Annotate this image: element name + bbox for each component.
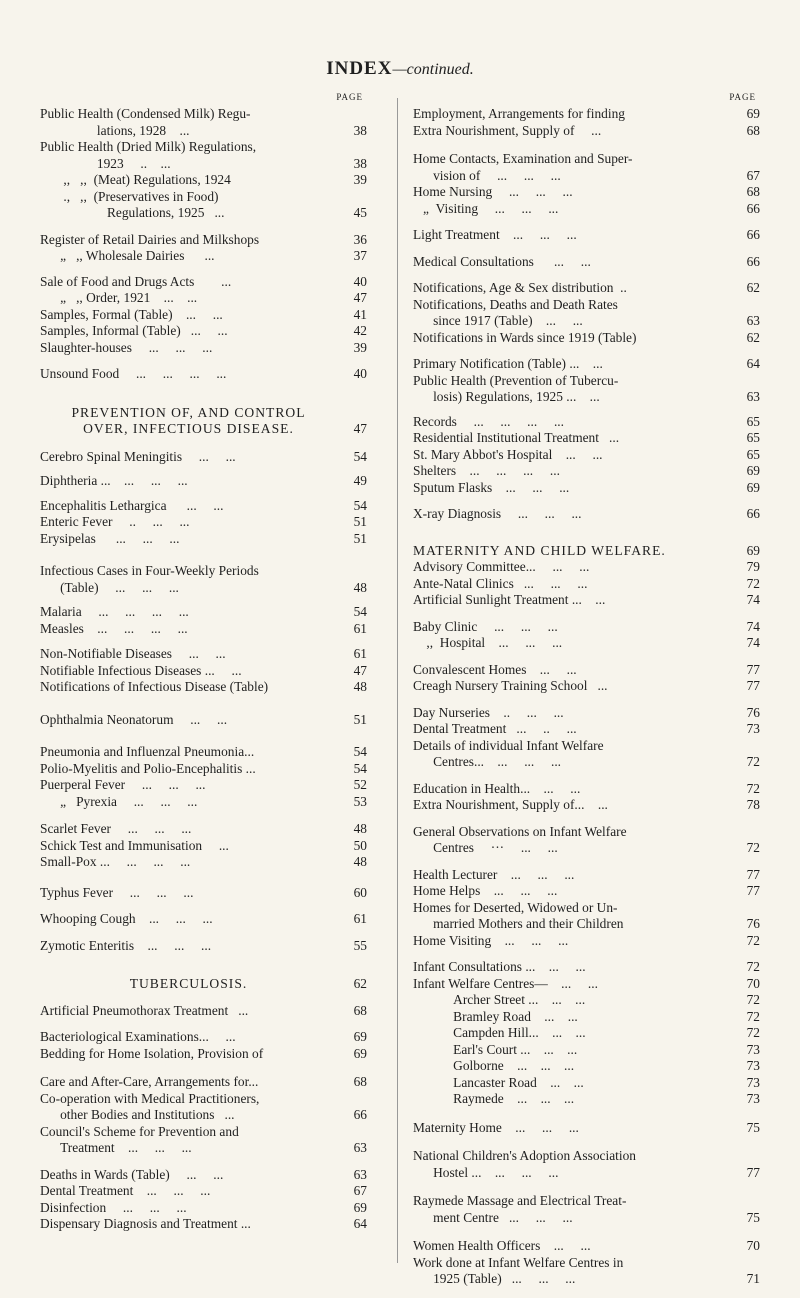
entry-text: „ Pyrexia ... ... ... (40, 793, 198, 809)
index-entry (40, 1074, 375, 1091)
entry-text: Cerebro Spinal Meningitis ... ... (40, 448, 236, 464)
index-entry (40, 761, 375, 778)
index-entry (40, 1003, 375, 1020)
page-number: 68 (353, 1002, 367, 1018)
index-entry (40, 563, 375, 596)
page-number: 77 (746, 678, 760, 693)
left-column (40, 92, 375, 1233)
index-entry (413, 373, 768, 406)
page-number: 40 (353, 366, 367, 381)
index-entry (413, 933, 768, 950)
entry-text: ,, Hospital ... ... ... (413, 635, 563, 650)
page-number: 63 (746, 389, 760, 404)
page-number: 77 (746, 1164, 760, 1180)
entry-text: Homes for Deserted, Widowed or Un- married Mothers and their Children (413, 899, 624, 931)
page-number: 73 (746, 1091, 760, 1106)
entry-text: Dispensary Diagnosis and Treatment ... (40, 1216, 251, 1231)
index-entry (413, 463, 768, 480)
page-number: 64 (746, 356, 760, 371)
entry-text: Council's Scheme for Prevention and Treatment ... ... ... (40, 1123, 239, 1155)
page-number: 72 (746, 959, 760, 974)
entry-text: Care and After-Care, Arrangements for... (40, 1074, 259, 1089)
index-entry (413, 447, 768, 464)
entry-text: Employment, Arrangements for finding (413, 106, 625, 121)
page-number: 48 (353, 579, 367, 595)
index-entry (40, 340, 375, 357)
column-divider (397, 98, 398, 1263)
index-entry (413, 619, 768, 636)
index-entry (413, 738, 768, 771)
page-number: 65 (746, 413, 760, 429)
page-number: 74 (746, 618, 760, 634)
entry-text: Enteric Fever .. ... ... (40, 514, 190, 529)
page-number: 63 (746, 313, 760, 328)
index-entry (413, 559, 768, 576)
page-number: 76 (746, 916, 760, 931)
index-entry (40, 744, 375, 761)
entry-text: Encephalitis Lethargica ... ... (40, 497, 224, 513)
page-number: 62 (353, 976, 367, 991)
page-number: 70 (746, 1238, 760, 1253)
entry-text: Samples, Informal (Table) ... ... (40, 323, 228, 338)
entry-text: Artificial Pneumothorax Treatment ... (40, 1002, 249, 1018)
entry-text: „ ,, Order, 1921 ... ... (40, 290, 198, 305)
entry-text: Education in Health... ... ... (413, 780, 581, 796)
index-entry (40, 449, 375, 466)
page-number: 73 (746, 721, 760, 736)
page-number: 67 (746, 167, 760, 183)
page-number: 69 (353, 1199, 367, 1215)
entry-text: Samples, Formal (Table) ... ... (40, 306, 223, 322)
entry-text: Measles ... ... ... ... (40, 620, 188, 636)
index-entry (40, 838, 375, 855)
page-number: 72 (746, 754, 760, 769)
page-number: 67 (353, 1183, 367, 1198)
page-number: 45 (353, 205, 367, 220)
page-number: 51 (353, 711, 367, 727)
page-number: 61 (353, 646, 367, 661)
page-number: 66 (353, 1107, 367, 1122)
entry-text: Raymede ... ... ... (413, 1091, 575, 1106)
page-number: 62 (746, 329, 760, 345)
entry-text: Advisory Committee... ... ... (413, 559, 590, 574)
page-number: 61 (353, 620, 367, 636)
index-entry (413, 201, 768, 218)
entry-text: Malaria ... ... ... ... (40, 604, 189, 619)
right-column (413, 92, 768, 1288)
entry-text: Public Health (Prevention of Tubercu- losis) Regulations, 1925 ... ... (413, 372, 619, 404)
entry-text: Artificial Sunlight Treatment ... ... (413, 592, 606, 607)
index-entry (40, 531, 375, 548)
index-entry (413, 480, 768, 497)
page-number: 39 (353, 172, 367, 187)
page-number: 48 (353, 679, 367, 694)
index-entry (413, 900, 768, 933)
page-number: 77 (746, 866, 760, 882)
entry-text: Raymede Massage and Electrical Treat- ment Centre ... ... ... (413, 1193, 627, 1225)
index-entry (40, 1200, 375, 1217)
index-entry (40, 473, 375, 490)
index-entry (413, 824, 768, 857)
entry-text: Women Health Officers ... ... (413, 1238, 591, 1253)
page-number: 70 (746, 975, 760, 991)
index-entry (40, 1216, 375, 1233)
entry-text: Whooping Cough ... ... ... (40, 911, 213, 926)
index-entry (40, 323, 375, 340)
entry-text: Bedding for Home Isolation, Provision of (40, 1045, 264, 1061)
index-entry (40, 514, 375, 531)
entry-text: Notifications, Deaths and Death Rates since 1917 (Table) ... ... (413, 296, 618, 328)
index-entry (413, 123, 768, 140)
entry-text: Work done at Infant Welfare Centres in 1925 (Table) ... ... ... (413, 1254, 624, 1286)
page-number: 54 (353, 744, 367, 759)
index-entry (413, 506, 768, 523)
entry-text: Maternity Home ... ... ... (413, 1119, 579, 1135)
index-entry (413, 662, 768, 679)
page-number: 54 (353, 604, 367, 619)
entry-text: Extra Nourishment, Supply of... ... (413, 797, 608, 812)
page-number: 60 (353, 884, 367, 900)
page-number: 75 (746, 1209, 760, 1225)
entry-text: St. Mary Abbot's Hospital ... ... (413, 446, 603, 462)
index-entry (40, 498, 375, 515)
index-entry (413, 635, 768, 652)
entry-text: Ante-Natal Clinics ... ... ... (413, 575, 588, 591)
index-entry (413, 959, 768, 976)
entry-text: Convalescent Homes ... ... (413, 661, 577, 677)
page-number: 72 (746, 992, 760, 1007)
entry-text: Details of individual Infant Welfare Centres... ... ... ... (413, 737, 604, 769)
entry-text: ,, ,, (Meat) Regulations, 1924 (40, 172, 231, 187)
page-number: 68 (746, 184, 760, 199)
page-number: 69 (353, 1029, 367, 1044)
page-number: 50 (353, 837, 367, 853)
index-entry (413, 1148, 768, 1181)
entry-text: Light Treatment ... ... ... (413, 227, 577, 242)
index-entry (40, 777, 375, 794)
index-entry (413, 721, 768, 738)
page-number: 55 (353, 937, 367, 953)
page-number: 72 (746, 1025, 760, 1040)
entry-text: Residential Institutional Treatment ... (413, 430, 620, 445)
index-entry (413, 1075, 768, 1092)
entry-text: Slaughter-houses ... ... ... (40, 339, 213, 355)
entry-text: Notifications in Wards since 1919 (Table) (413, 329, 637, 345)
entry-text: Public Health (Dried Milk) Regulations, 1923 .. ... (40, 139, 257, 171)
entry-text: Ophthalmia Neonatorum ... ... (40, 711, 228, 727)
index-entry (40, 854, 375, 871)
entry-text: Lancaster Road ... ... (413, 1074, 584, 1090)
entry-text: Records ... ... ... ... (413, 413, 565, 429)
page-number: 75 (746, 1119, 760, 1135)
entry-text: Polio-Myelitis and Polio-Encephalitis ... (40, 760, 256, 776)
entry-text: TUBERCULOSIS. (129, 976, 248, 991)
page-number: 51 (353, 514, 367, 529)
entry-text: Infectious Cases in Four-Weekly Periods (Table) ... ... ... (40, 563, 259, 595)
index-entry (413, 414, 768, 431)
entry-text: Notifications, Age & Sex distribution .. (413, 280, 627, 295)
page-number: 78 (746, 797, 760, 812)
page-number: 65 (746, 430, 760, 445)
index-entry (413, 280, 768, 297)
page-number: 47 (353, 662, 367, 678)
title-suffix: —continued. (392, 61, 474, 78)
index-entry (40, 938, 375, 955)
index-entry (40, 1124, 375, 1157)
index-entry (40, 885, 375, 902)
index-entry (413, 330, 768, 347)
index-entry (40, 821, 375, 838)
entry-text: Notifications of Infectious Disease (Table) (40, 679, 269, 694)
page-number: 69 (746, 106, 760, 121)
page-number: 54 (353, 760, 367, 776)
index-entry (40, 248, 375, 265)
entry-text: Sputum Flasks ... ... ... (413, 479, 570, 495)
page-number: 74 (746, 635, 760, 650)
index-entry (413, 151, 768, 184)
index-entry (413, 1042, 768, 1059)
page-number: 47 (353, 421, 367, 436)
entry-text: Earl's Court ... ... ... (413, 1041, 578, 1057)
index-entry (413, 1255, 768, 1288)
page-number: 69 (353, 1045, 367, 1061)
right-entry-list (413, 106, 768, 1288)
page-number: 79 (746, 559, 760, 574)
entry-text: Co-operation with Medical Practitioners, other Bodies and Institutions ... (40, 1090, 260, 1122)
page-number: 73 (746, 1074, 760, 1090)
page-number: 72 (746, 780, 760, 796)
entry-text: Notifiable Infectious Diseases ... ... (40, 662, 242, 678)
index-entry (40, 106, 375, 139)
index-entry (413, 254, 768, 271)
entry-text: Day Nurseries .. ... ... (413, 704, 564, 720)
index-entry (413, 592, 768, 609)
page-number: 72 (746, 932, 760, 948)
entry-text: Unsound Food ... ... ... ... (40, 366, 227, 381)
page-number: 51 (353, 530, 367, 546)
page-number: 39 (353, 339, 367, 355)
index-entry (40, 621, 375, 638)
index-entry (40, 1183, 375, 1200)
index-entry (413, 678, 768, 695)
page-number: 52 (353, 777, 367, 792)
page-number: 48 (353, 821, 367, 836)
entry-text: Infant Welfare Centres— ... ... (413, 975, 598, 991)
index-entry (40, 232, 375, 249)
page-number: 68 (353, 1074, 367, 1089)
index-entry (413, 883, 768, 900)
index-entry (40, 139, 375, 172)
page-number: 71 (746, 1271, 760, 1286)
index-entry (413, 976, 768, 993)
page-number: 41 (353, 306, 367, 322)
index-entry (40, 646, 375, 663)
entry-text: Home Nursing ... ... ... (413, 184, 573, 199)
page-number: 69 (746, 463, 760, 478)
index-entry (413, 1120, 768, 1137)
page-number: 66 (746, 227, 760, 242)
section-heading (413, 543, 768, 560)
index-entry (413, 356, 768, 373)
entry-text: Public Health (Condensed Milk) Regu- lations, 1928 ... (40, 106, 251, 138)
left-entry-list (40, 106, 375, 1233)
index-entry (40, 366, 375, 383)
page-number: 66 (746, 200, 760, 216)
page-title (0, 58, 800, 80)
page-number: 66 (746, 253, 760, 269)
section-heading (40, 405, 375, 438)
page-number: 76 (746, 704, 760, 720)
index-entry (40, 172, 375, 189)
index-entry (413, 106, 768, 123)
entry-text: X-ray Diagnosis ... ... ... (413, 506, 582, 521)
page-number: 63 (353, 1140, 367, 1155)
index-entry (40, 1167, 375, 1184)
index-entry (40, 290, 375, 307)
entry-text: Puerperal Fever ... ... ... (40, 777, 206, 792)
entry-text: Shelters ... ... ... ... (413, 463, 560, 478)
entry-text: Baby Clinic ... ... ... (413, 618, 558, 634)
page-number: 40 (353, 273, 367, 289)
page-number: 68 (746, 122, 760, 138)
page-number: 42 (353, 323, 367, 338)
page-number: 47 (353, 290, 367, 305)
left-page-header: PAGE (336, 92, 363, 102)
index-entry (40, 604, 375, 621)
page-number: 77 (746, 661, 760, 677)
title-main: INDEX (326, 58, 393, 79)
page-number: 74 (746, 592, 760, 607)
index-entry (40, 1046, 375, 1063)
index-entry (40, 189, 375, 222)
page-number: 37 (353, 248, 367, 263)
entry-text: Pneumonia and Influenzal Pneumonia... (40, 744, 255, 759)
index-entry (40, 712, 375, 729)
index-entry (413, 867, 768, 884)
page-number: 72 (746, 1008, 760, 1024)
entry-text: Scarlet Fever ... ... ... (40, 821, 192, 836)
page-number: 63 (353, 1166, 367, 1182)
page-number: 65 (746, 446, 760, 462)
page-number: 77 (746, 883, 760, 898)
page-number: 64 (353, 1216, 367, 1231)
entry-text: Campden Hill... ... ... (413, 1025, 586, 1040)
entry-text: Bramley Road ... ... (413, 1008, 578, 1024)
page-number: 66 (746, 506, 760, 521)
entry-text: Disinfection ... ... ... (40, 1199, 187, 1215)
index-entry (413, 297, 768, 330)
index-entry (413, 1009, 768, 1026)
index-entry (40, 274, 375, 291)
entry-text: Non-Notifiable Diseases ... ... (40, 646, 226, 661)
entry-text: Home Visiting ... ... ... (413, 932, 569, 948)
entry-text: National Children's Adoption Association Hostel ... ... ... ... (413, 1148, 636, 1180)
entry-text: Archer Street ... ... ... (413, 992, 586, 1007)
entry-text: Erysipelas ... ... ... (40, 530, 180, 546)
page-number: 54 (353, 497, 367, 513)
index-entry (413, 705, 768, 722)
entry-text: Primary Notification (Table) ... ... (413, 356, 603, 371)
entry-text: Sale of Food and Drugs Acts ... (40, 273, 232, 289)
index-entry (413, 576, 768, 593)
entry-text: Typhus Fever ... ... ... (40, 884, 194, 900)
entry-text: Health Lecturer ... ... ... (413, 866, 575, 882)
index-entry (413, 797, 768, 814)
page-number: 69 (746, 479, 760, 495)
index-entry (40, 307, 375, 324)
page-number: 48 (353, 854, 367, 869)
entry-text: Register of Retail Dairies and Milkshops (40, 231, 260, 247)
index-entry (40, 794, 375, 811)
index-entry (40, 679, 375, 696)
index-entry (413, 1091, 768, 1108)
entry-text: MATERNITY AND CHILD WELFARE. (413, 542, 666, 558)
entry-text: Golborne ... ... ... (413, 1058, 575, 1073)
page-number: 62 (746, 280, 760, 295)
index-entry (413, 1238, 768, 1255)
entry-text: „ ,, Wholesale Dairies ... (40, 248, 215, 263)
page-number: 53 (353, 793, 367, 809)
page-number: 73 (746, 1058, 760, 1073)
index-entry (40, 1029, 375, 1046)
page-number: 72 (746, 575, 760, 591)
entry-text: Creagh Nursery Training School ... (413, 678, 608, 693)
entry-text: PREVENTION OF, AND CONTROL OVER, INFECTIOUS DISEASE. (71, 404, 306, 436)
index-entry (413, 1025, 768, 1042)
index-entry (40, 911, 375, 928)
entry-text: Extra Nourishment, Supply of ... (413, 122, 602, 138)
entry-text: Zymotic Enteritis ... ... ... (40, 937, 212, 953)
page-number: 38 (353, 122, 367, 138)
page-number: 54 (353, 448, 367, 464)
entry-text: Bacteriological Examinations... ... (40, 1029, 236, 1044)
entry-text: Small-Pox ... ... ... ... (40, 854, 191, 869)
entry-text: ., ,, (Preservatives in Food) Regulations, 1925 ... (40, 188, 225, 220)
index-entry (413, 992, 768, 1009)
entry-text: Home Contacts, Examination and Super- vision of ... ... ... (413, 151, 633, 183)
entry-text: Medical Consultations ... ... (413, 253, 591, 269)
page-number: 36 (353, 231, 367, 247)
entry-text: Infant Consultations ... ... ... (413, 959, 586, 974)
index-entry (413, 430, 768, 447)
entry-text: Home Helps ... ... ... (413, 883, 558, 898)
entry-text: Deaths in Wards (Table) ... ... (40, 1166, 224, 1182)
entry-text: Schick Test and Immunisation ... (40, 837, 229, 853)
page-number: 49 (353, 473, 367, 488)
entry-text: Dental Treatment ... .. ... (413, 721, 577, 736)
page-number: 38 (353, 155, 367, 171)
page-number: 61 (353, 911, 367, 926)
index-entry (413, 227, 768, 244)
index-entry (413, 1058, 768, 1075)
entry-text: General Observations on Infant Welfare Centres ··· ... ... (413, 823, 627, 855)
entry-text: Dental Treatment ... ... ... (40, 1183, 211, 1198)
index-entry (413, 781, 768, 798)
right-page-header: PAGE (729, 92, 756, 102)
index-entry (40, 1091, 375, 1124)
entry-text: „ Visiting ... ... ... (413, 200, 559, 216)
index-entry (40, 663, 375, 680)
section-heading (40, 976, 375, 993)
index-entry (413, 184, 768, 201)
entry-text: Diphtheria ... ... ... ... (40, 473, 188, 488)
index-entry (413, 1193, 768, 1226)
page-number: 69 (746, 542, 760, 558)
page-number: 72 (746, 840, 760, 855)
page-number: 73 (746, 1041, 760, 1057)
